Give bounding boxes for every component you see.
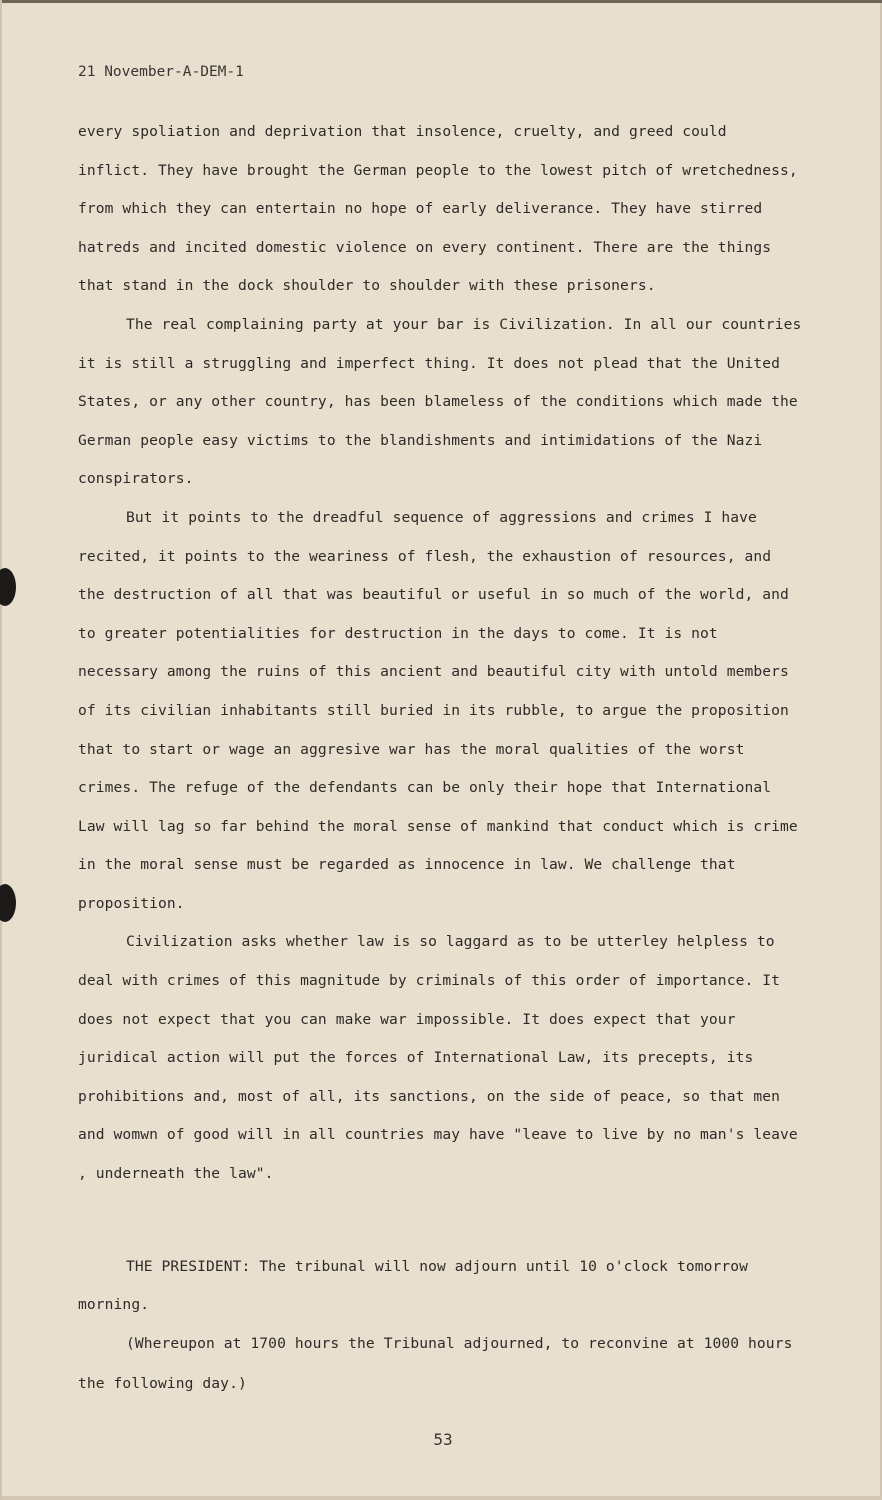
- president-statement: THE PRESIDENT: The tribunal will now adjourn until 10 o'clock tomorrow morning.: [78, 1258, 749, 1313]
- punch-hole: [0, 568, 16, 606]
- paragraph: every spoliation and deprivation that insolence, cruelty, and greed could inflict. They have brought the German people to the lowest pitch of wretchedness, from which they can entertain no hope of early deliverance. They have stirred hatreds and incited domestic violence on every continent. There are the things that stand in the dock shoulder to shoulder with these prisoners.: [78, 123, 798, 295]
- page-top-edge: [2, 0, 882, 3]
- paragraph: Civilization asks whether law is so laggard as to be utterley helpless to deal with crimes of this magnitude by criminals of this order of importance. It does not expect that you can make war impossible. It does expect that your juridical action will put the forces of International Law, its precepts, its prohibitions and, most of all, its sanctions, on the side of peace, so that men and womwn of good will in all countries may have "leave to live by no man's leave , underneath the law".: [78, 933, 798, 1183]
- transcript-body: [78, 113, 804, 1194]
- adjournment-block: [78, 1324, 804, 1404]
- adjournment-note: (Whereupon at 1700 hours the Tribunal adjourned, to reconvine at 1000 hours the following day.): [78, 1335, 793, 1392]
- paragraph: But it points to the dreadful sequence of aggressions and crimes I have recited, it points to the weariness of flesh, the exhaustion of resources, and the destruction of all that was beautiful or useful in so much of the world, and to greater potentialities for destruction in the days to come. It is not necessary among the ruins of this ancient and beautiful city with untold members of its civilian inhabitants still buried in its rubble, to argue the proposition that to start or wage an aggresive war has the moral qualities of the worst crimes. The refuge of the defendants can be only their hope that International Law will lag so far behind the moral sense of mankind that conduct which is crime in the moral sense must be regarded as innocence in law. We challenge that proposition.: [78, 508, 798, 912]
- paragraph: The real complaining party at your bar is Civilization. In all our countries it is still a struggling and imperfect thing. It does not plead that the United States, or any other country, has been blameless of the conditions which made the German people easy victims to the blandishments and intimidations of the Nazi conspirators.: [78, 315, 802, 488]
- document-reference: 21 November-A-DEM-1: [78, 64, 244, 80]
- page-bottom-edge: [2, 1496, 882, 1500]
- president-statement-block: [78, 1248, 804, 1324]
- punch-hole: [0, 884, 16, 922]
- page-number: 53: [433, 1430, 453, 1449]
